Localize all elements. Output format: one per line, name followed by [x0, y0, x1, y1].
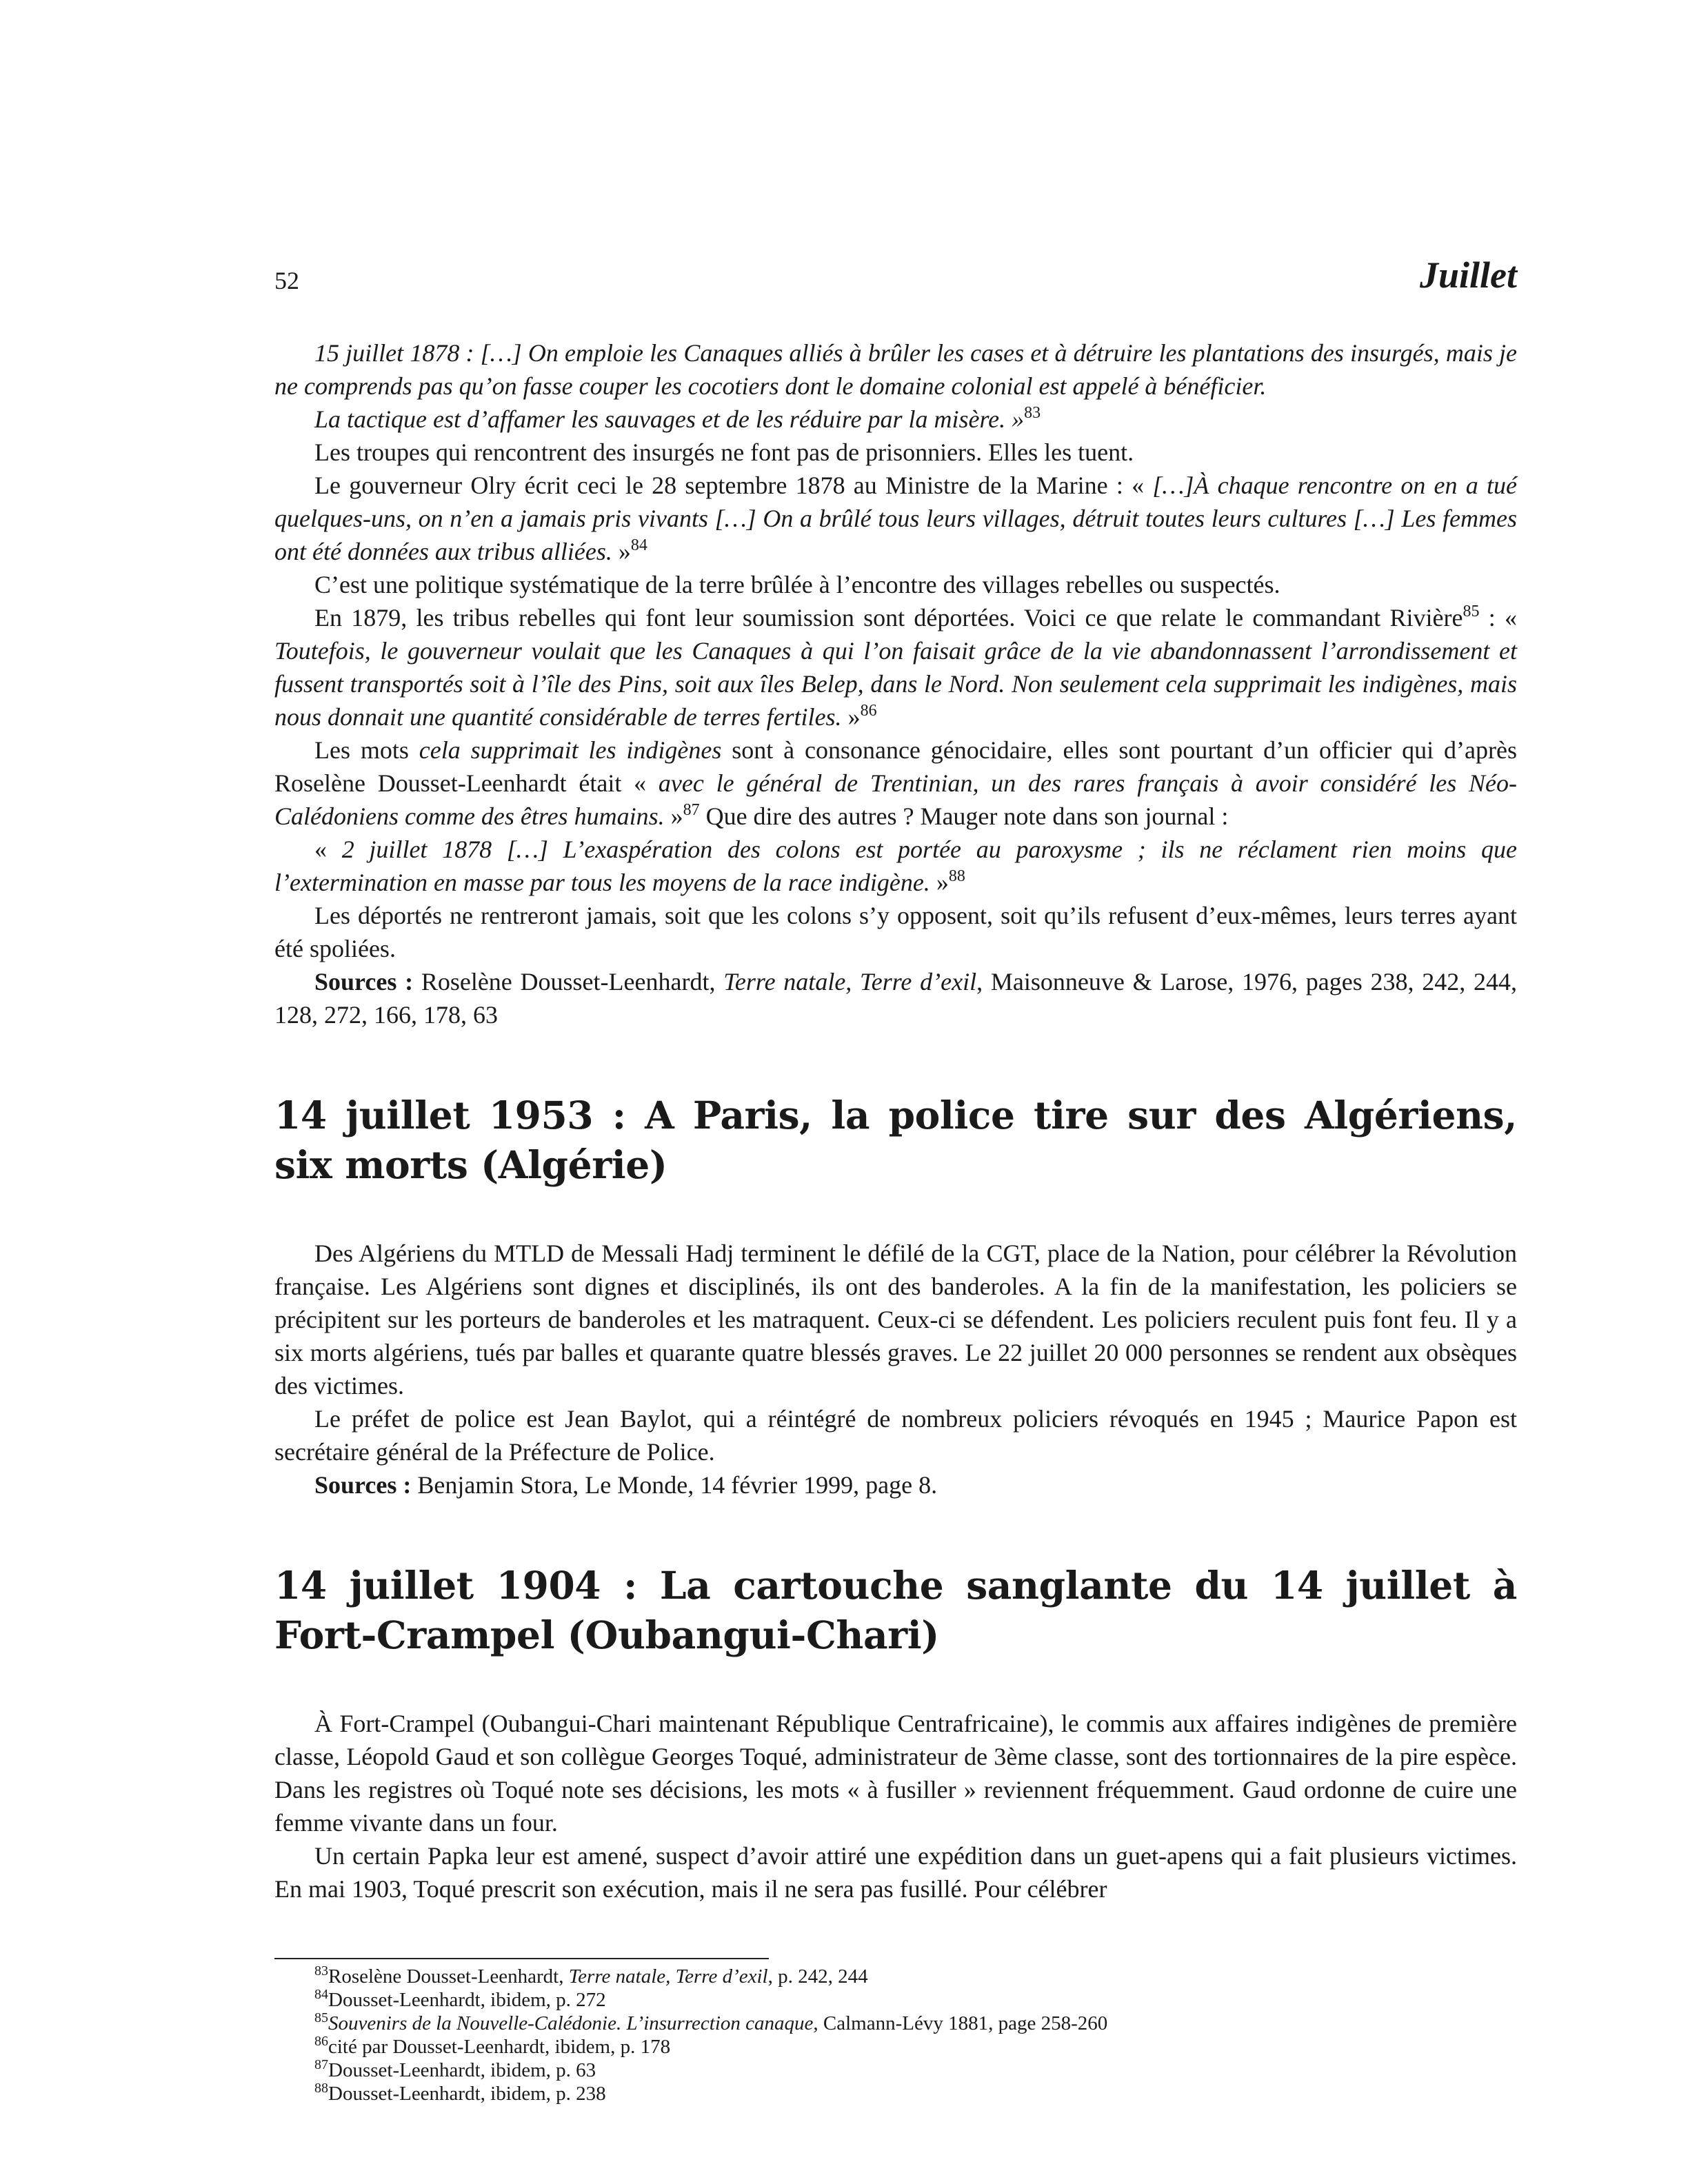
sources-paragraph: [274, 1468, 1517, 1502]
text: Les mots: [314, 736, 419, 764]
footnote: [274, 2059, 1517, 2082]
paragraph: Des Algériens du MTLD de Messali Hadj terminent le défilé de la CGT, place de la Nation, pour célébrer la Révolution française. Les Algériens sont dignes et disciplinés, ils ont des banderoles. A la fin de la manifestation, les policiers se précipitent sur les porteurs de banderoles et les matraquent. Ceux-ci se défendent. Les policiers reculent puis font feu. Il y a six morts algériens, tués par balles et quarante quatre blessés graves. Le 22 juillet 20 000 personnes se rendent aux obsèques des victimes.: [274, 1240, 1517, 1399]
text: En 1879, les tribus rebelles qui font leur soumission sont déportées. Voici ce que relate le commandant Rivière: [314, 604, 1463, 631]
section-heading: 14 juillet 1953 : A Paris, la police tire sur des Algériens, six morts (Algérie): [274, 1093, 1517, 1187]
text: cité par Dousset-Leenhardt, ibidem, p. 178: [328, 2036, 671, 2058]
page-number: 52: [274, 267, 299, 294]
text: : «: [1479, 604, 1517, 631]
footnote-number: 83: [314, 1963, 328, 1979]
paragraph: Le préfet de police est Jean Baylot, qui a réintégré de nombreux policiers révoqués en 1945 ; Maurice Papon est secrétaire général de la Préfecture de Police.: [274, 1405, 1517, 1466]
text: Dousset-Leenhardt, ibidem, p. 63: [328, 2059, 596, 2081]
quote-paragraph: [274, 403, 1517, 436]
footnote-marker: 87: [683, 801, 700, 819]
footnotes: [274, 1965, 1517, 2105]
sources-label: Sources :: [314, 968, 414, 995]
footnote-number: 85: [314, 2010, 328, 2025]
text: , Calmann-Lévy 1881, page 258-260: [813, 2012, 1108, 2034]
page-header: [274, 254, 1517, 295]
text: «: [314, 836, 342, 863]
book-title: Terre natale, Terre d’exil: [723, 968, 977, 995]
paragraph: [274, 469, 1517, 568]
quote-text: 15 juillet 1878 : […] On emploie les Canaques alliés à brûler les cases et à détruire les plantations des insurgés, mais je ne comprends pas qu’on fasse couper les cocotiers dont le domaine colonial est appelé à bénéficier.: [274, 339, 1517, 400]
body-text: [274, 336, 1517, 1905]
footnote-rule: [274, 1958, 769, 1959]
paragraph: Les troupes qui rencontrent des insurgés ne font pas de prisonniers. Elles les tuent.: [314, 438, 1134, 466]
text: Que dire des autres ? Mauger note dans son journal :: [699, 802, 1229, 830]
text: Le gouverneur Olry écrit ceci le 28 septembre 1878 au Ministre de la Marine : «: [314, 472, 1153, 499]
text: Roselène Dousset-Leenhardt,: [328, 1965, 569, 1988]
footnote: [274, 2082, 1517, 2105]
text: sont à consonance génocidaire, elles sont pourtant d’un officier qui d’après Roselène Dousset-Leenhardt était «: [274, 736, 1517, 797]
footnote-number: 88: [314, 2081, 328, 2096]
paragraph: [274, 833, 1517, 899]
quote-paragraph: [274, 336, 1517, 403]
quote-text: Toutefois, le gouverneur voulait que les Canaques à qui l’on faisait grâce de la vie abandonnassent l’arrondissement et fussent transportés soit à l’île des Pins, soit aux îles Belep, dans le Nord. Non seulement cela supprimait les indigènes, mais nous donnait une quantité considérable de terres fertiles.: [274, 637, 1517, 731]
footnote-number: 86: [314, 2034, 328, 2049]
paragraph: [274, 734, 1517, 833]
quote-text: La tactique est d’affamer les sauvages et de les réduire par la misère. »: [314, 405, 1025, 433]
running-title: Juillet: [1419, 254, 1517, 296]
paragraph: C’est une politique systématique de la terre brûlée à l’encontre des villages rebelles ou suspectés.: [314, 571, 1280, 598]
text: »: [930, 869, 949, 896]
footnote-marker: 88: [948, 867, 965, 885]
text: , Maisonneuve & Larose, 1976, pages 238, 242, 244, 128, 272, 166, 178, 63: [274, 968, 1517, 1029]
paragraph: À Fort-Crampel (Oubangui-Chari maintenant République Centrafricaine), le commis aux affaires indigènes de première classe, Léopold Gaud et son collègue Georges Toqué, administrateur de 3ème classe, sont des tortionnaires de la pire espèce. Dans les registres où Toqué note ses décisions, les mots « à fusiller » reviennent fréquemment. Gaud ordonne de cuire une femme vivante dans un four.: [274, 1710, 1517, 1837]
footnote-marker: 85: [1463, 603, 1480, 620]
text: »: [664, 802, 683, 830]
footnote-marker: 83: [1024, 404, 1041, 422]
emphasis: cela supprimait les indigènes: [419, 736, 722, 764]
footnote: [274, 1965, 1517, 1988]
text: Roselène Dousset-Leenhardt,: [413, 968, 724, 995]
section-heading: 14 juillet 1904 : La cartouche sanglante du 14 juillet à Fort-Crampel (Oubangui-Chari): [274, 1563, 1517, 1657]
book-title: Terre natale, Terre d’exil: [568, 1965, 768, 1988]
paragraph: Un certain Papka leur est amené, suspect d’avoir attiré une expédition dans un guet-apens qui a fait plusieurs victimes. En mai 1903, Toqué prescrit son exécution, mais il ne sera pas fusillé. Pour célébrer: [274, 1842, 1517, 1903]
quote-text: 2 juillet 1878 […] L’exaspération des colons est portée au paroxysme ; ils ne réclament rien moins que l’extermination en masse par tous les moyens de la race indigène.: [274, 836, 1517, 896]
footnote-number: 84: [314, 1987, 328, 2002]
quote-text: avec le général de Trentinian, un des rares français à avoir considéré les Néo-Calédoniens comme des êtres humains.: [274, 769, 1517, 830]
footnote: [274, 2035, 1517, 2059]
footnote: [274, 1988, 1517, 2012]
text: Dousset-Leenhardt, ibidem, p. 272: [328, 1989, 606, 2011]
paragraph: [274, 601, 1517, 734]
footnote: [274, 2012, 1517, 2035]
text: Dousset-Leenhardt, ibidem, p. 238: [328, 2083, 606, 2105]
text: , p. 242, 244: [767, 1965, 868, 1988]
sources-label: Sources :: [314, 1471, 412, 1499]
text: Benjamin Stora, Le Monde, 14 février 1999, page 8.: [411, 1471, 938, 1499]
text: »: [612, 538, 631, 565]
book-title: Souvenirs de la Nouvelle-Calédonie. L’insurrection canaque: [328, 2012, 814, 2034]
footnote-marker: 86: [860, 702, 877, 720]
footnote-number: 87: [314, 2057, 328, 2072]
quote-text: […]À chaque rencontre on en a tué quelques-uns, on n’en a jamais pris vivants […] On a brûlé tous leurs villages, détruit toutes leurs cultures […] Les femmes ont été données aux tribus alliées.: [274, 472, 1517, 565]
paragraph: Les déportés ne rentreront jamais, soit que les colons s’y opposent, soit qu’ils refusent d’eux-mêmes, leurs terres ayant été spoliées.: [274, 902, 1517, 962]
footnote-marker: 84: [630, 536, 647, 554]
text: »: [841, 703, 861, 731]
sources-paragraph: [274, 965, 1517, 1031]
